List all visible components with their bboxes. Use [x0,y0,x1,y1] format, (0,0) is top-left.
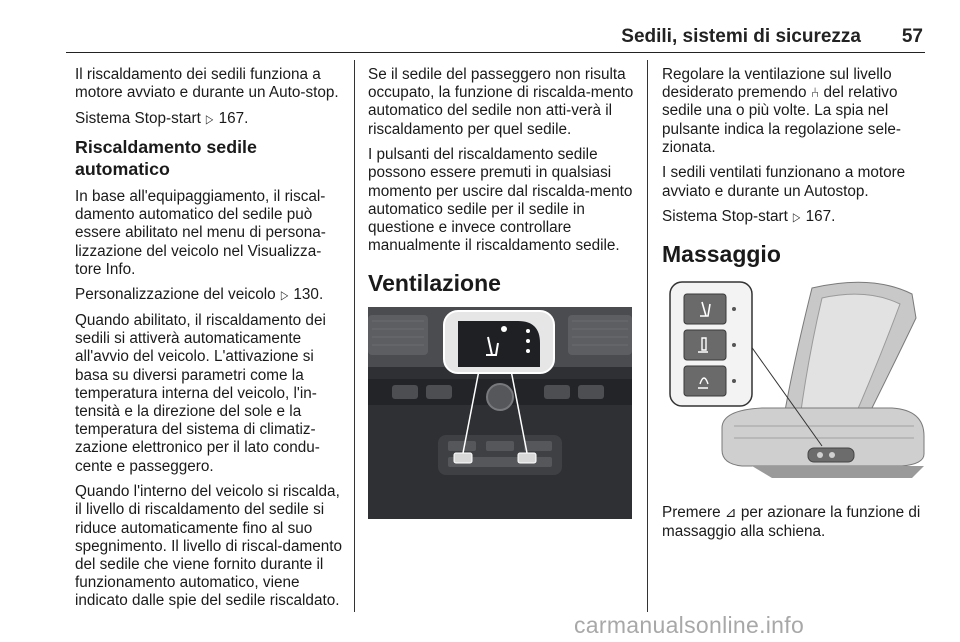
section-heading: Massaggio [662,241,781,268]
paragraph: In base all'equipaggiamento, il riscal-damento automatico del sedile può essere abilitato nel menu di persona-lizzazione del veicolo nel Visualizza-tore Info. [75,188,326,278]
paragraph: Quando l'interno del veicolo si riscalda, il livello di riscaldamento del sedile si riduce automaticamente fino al suo spegnimento. Il livello di riscal-damento del sedile che viene fornito durante il funzionamento automatico, viene indicato dalle spie del sedile riscaldato. [75,483,342,610]
paragraph: I pulsanti del riscaldamento sedile possono essere premuti in qualsiasi momento per uscire dal riscalda-mento automatico sedile per il sedile in questione e invece controllare manualmente il riscaldamento sedile. [368,146,633,255]
cross-reference: Personalizzazione del veicolo ▷ 130. [75,286,324,304]
column-2 [368,66,634,533]
column-1 [75,66,343,618]
paragraph: I sedili ventilati funzionano a motore avviato e durante un Autostop. [662,164,906,200]
watermark: carmanualsonline.info [574,612,805,638]
page-reference-arrow-icon: ▷ [280,288,289,303]
section-heading: Riscaldamento sedile automatico [75,137,257,179]
paragraph: Il riscaldamento dei sedili funziona a motore avviato e durante un Auto-stop. [75,66,339,102]
column-divider [354,60,355,612]
seat-ventilation-icon: ⑃ [810,85,820,102]
column-divider [647,60,648,612]
massage-seat-image [662,278,926,490]
cross-reference: Sistema Stop-start ▷ 167. [75,109,249,127]
section-title: Sedili, sistemi di sicurezza [621,26,861,47]
section-heading: Ventilazione [368,270,501,297]
ventilation-console-image [368,307,632,519]
page-reference-arrow-icon: ▷ [793,210,801,225]
paragraph: Quando abilitato, il riscaldamento dei sedili si attiverà automaticamente all'avvio del veicolo. L'attivazione si basa su diversi parametri come la temperatura interna del veicolo, l'in-tensità e la direzione del sole e la temperatura del sistema di climatiz-zazione elettronico per il lato condu-cente e passeggero. [75,312,326,475]
paragraph: Regolare la ventilazione sul livello desiderato premendo ⑃ del relativo sedile una o più volte. La spia nel pulsante indica la regolazione sele-zionata. [662,66,901,156]
page-number: 57 [901,26,923,47]
column-3 [662,66,928,548]
paragraph: Se il sedile del passeggero non risulta occupato, la funzione di riscalda-mento automatico del sedile non atti-verà il riscaldamento per quel sedile. [368,66,634,138]
page-header [66,22,925,53]
seat-massage-icon: ⊿ [724,505,737,522]
cross-reference: Sistema Stop-start ▷ 167. [662,208,836,226]
page-reference-arrow-icon: ▷ [206,111,214,126]
paragraph: Premere ⊿ per azionare la funzione di massaggio alla schiena. [662,504,921,540]
